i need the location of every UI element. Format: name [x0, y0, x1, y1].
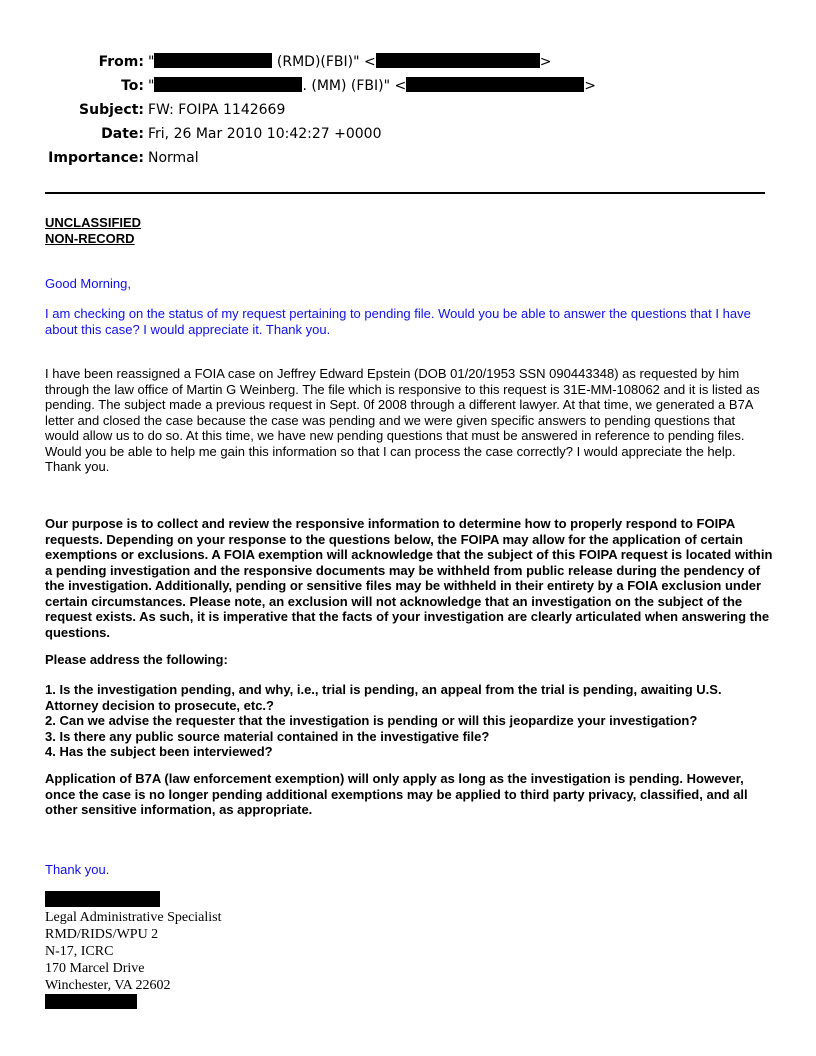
signature-block: [45, 909, 222, 994]
redacted-recipient-name: [154, 77, 302, 92]
question-4: 4. Has the subject been interviewed?: [45, 744, 273, 759]
question-3: 3. Is there any public source material contained in the investigative file?: [45, 728, 490, 744]
address-heading: Please address the following:: [45, 652, 228, 667]
redacted-recipient-email: [406, 77, 584, 92]
signature-room: N-17, ICRC: [45, 944, 114, 959]
signature-street: 170 Marcel Drive: [45, 961, 145, 976]
signature-unit: RMD/RIDS/WPU 2: [45, 927, 159, 942]
purpose-paragraph: Our purpose is to collect and review the responsive information to determine how to properly respond to FOIPA requests. Depending on your response to the questions below, the FOIPA may allow for the application of certain exemptions or exclusions. A FOIA exemption will acknowledge that the subject of this FOIPA request is located within a pending investigation and the responsive documents may be withheld from public release during the pendency of the investigation. Additionally, pending or sensitive files may be withheld in their entirety by a FOIA exclusion under certain circumstances. Please note, an exclusion will not acknowledge that an investigation on the subject of the request exists. As such, it is imperative that the facts of your investigation are clearly articulated when answering the questions.: [45, 516, 773, 640]
from-label: From:: [98, 54, 144, 70]
from-value: " (RMD)(FBI)" < >: [148, 54, 552, 70]
signature-city: Winchester, VA 22602: [45, 978, 171, 993]
b7a-note: Application of B7A (law enforcement exemption) will only apply as long as the investigation is pending. However, once the case is no longer pending additional exemptions may be applied to third party privacy, classified, and all other sensitive information, as appropriate.: [45, 771, 748, 817]
subject-label: Subject:: [79, 102, 144, 118]
classification-line-2: NON-RECORD: [45, 230, 135, 246]
question-1: 1. Is the investigation pending, and why, i.e., trial is pending, an appeal from the trial is pending, awaiting U.S. Attorney decision to prosecute, etc.?: [45, 682, 722, 713]
request-paragraph: I have been reassigned a FOIA case on Jeffrey Edward Epstein (DOB 01/20/1953 SSN 090443348) as requested by him through the law office of Martin G Weinberg. The file which is responsive to this request is 31E-MM-108062 and it is listed as pending. The subject made a previous request in Sept. 0f 2008 through a different lawyer. At that time, we generated a B7A letter and closed the case because the case was pending and we were given specific answers to pending questions that would allow us to do so. At this time, we have new pending questions that must be answered in reference to pending files. Would you be able to help me gain this information so that I can process the case correctly? I would appreciate the help. Thank you.: [45, 366, 760, 474]
redacted-signer-phone: [45, 994, 137, 1009]
thanks: Thank you.: [45, 862, 110, 877]
to-label: To:: [121, 78, 144, 94]
date-label: Date:: [101, 126, 144, 142]
importance-value: Normal: [148, 150, 199, 166]
signature-title: Legal Administrative Specialist: [45, 910, 222, 925]
to-value: " . (MM) (FBI)" < >: [148, 78, 596, 94]
greeting: Good Morning,: [45, 276, 131, 291]
header-divider: [45, 192, 765, 194]
subject-value: FW: FOIPA 1142669: [148, 102, 286, 118]
question-2: 2. Can we advise the requester that the investigation is pending or will this jeopardize your investigation?: [45, 713, 698, 728]
redacted-signer-name: [45, 891, 160, 907]
classification-line-1: UNCLASSIFIED: [45, 215, 142, 230]
importance-label: Importance:: [48, 150, 144, 166]
date-value: Fri, 26 Mar 2010 10:42:27 +0000: [148, 126, 382, 142]
question-list: [45, 682, 750, 760]
intro-paragraph: I am checking on the status of my request pertaining to pending file. Would you be able to answer the questions that I have about this case? I would appreciate it. Thank you.: [45, 306, 751, 337]
redacted-sender-email: [376, 53, 540, 68]
classification-block: [45, 215, 775, 246]
redacted-sender-name: [154, 53, 272, 68]
